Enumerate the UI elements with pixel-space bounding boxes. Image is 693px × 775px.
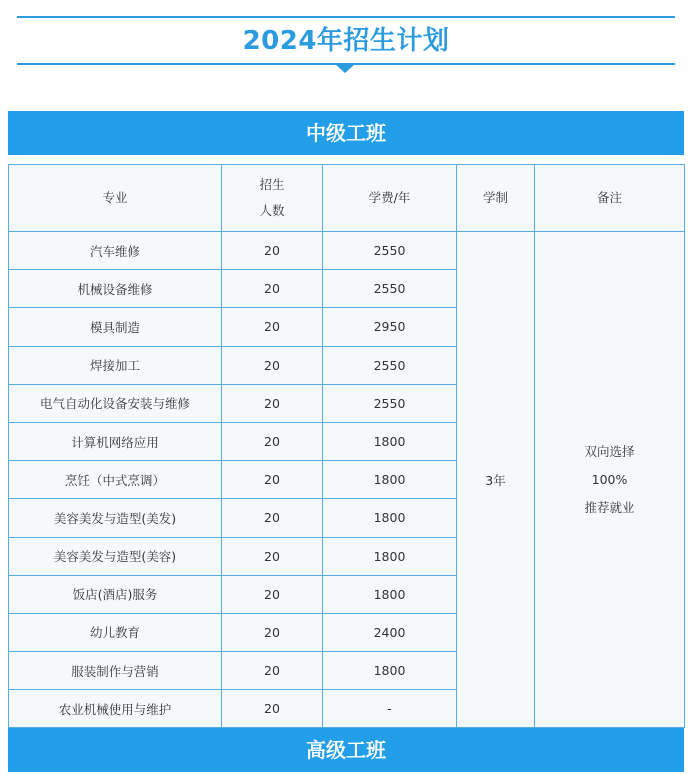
header-notes: 备注 [535, 165, 685, 232]
tuition-cell: 1800 [323, 461, 457, 499]
quota-cell: 20 [222, 575, 323, 613]
tuition-cell: 1800 [323, 575, 457, 613]
section-header-advanced: 高级工班 [8, 728, 684, 772]
quota-cell: 20 [222, 499, 323, 537]
major-cell: 农业机械使用与维护 [9, 690, 222, 728]
quota-cell: 20 [222, 652, 323, 690]
major-cell: 美容美发与造型(美容) [9, 537, 222, 575]
table-row [9, 232, 685, 270]
major-cell: 饭店(酒店)服务 [9, 575, 222, 613]
quota-cell: 20 [222, 461, 323, 499]
tuition-cell: 1800 [323, 652, 457, 690]
quota-cell: 20 [222, 308, 323, 346]
enrollment-table [8, 164, 685, 728]
header-quota-line1: 招生 [259, 177, 285, 192]
header-quota [222, 165, 323, 232]
major-cell: 模具制造 [9, 308, 222, 346]
major-cell: 焊接加工 [9, 346, 222, 384]
major-cell: 电气自动化设备安装与维修 [9, 384, 222, 422]
tuition-cell: 1800 [323, 537, 457, 575]
quota-cell: 20 [222, 537, 323, 575]
tuition-cell: 2950 [323, 308, 457, 346]
tuition-cell: 2550 [323, 346, 457, 384]
major-cell: 服装制作与营销 [9, 652, 222, 690]
table-header-row [9, 165, 685, 232]
quota-cell: 20 [222, 232, 323, 270]
tuition-cell: 2400 [323, 613, 457, 651]
quota-cell: 20 [222, 384, 323, 422]
quota-cell: 20 [222, 270, 323, 308]
tuition-cell: 2550 [323, 232, 457, 270]
tuition-cell: 1800 [323, 422, 457, 460]
tuition-cell: 1800 [323, 499, 457, 537]
quota-cell: 20 [222, 346, 323, 384]
header-tuition: 学费/年 [323, 165, 457, 232]
tuition-cell: 2550 [323, 270, 457, 308]
notes-cell [535, 232, 685, 728]
major-cell: 美容美发与造型(美发) [9, 499, 222, 537]
notes-line: 100% [591, 471, 628, 487]
major-cell: 汽车维修 [9, 232, 222, 270]
header-major: 专业 [9, 165, 222, 232]
major-cell: 机械设备维修 [9, 270, 222, 308]
major-cell: 烹饪（中式烹调） [9, 461, 222, 499]
section-header-intermediate: 中级工班 [8, 111, 684, 155]
notes-line: 推荐就业 [584, 499, 635, 515]
quota-cell: 20 [222, 613, 323, 651]
tuition-cell: 2550 [323, 384, 457, 422]
title-block [17, 16, 675, 74]
notes-line: 双向选择 [584, 443, 635, 459]
major-cell: 幼儿教育 [9, 613, 222, 651]
quota-cell: 20 [222, 690, 323, 728]
tuition-cell: - [323, 690, 457, 728]
title-pointer-icon [335, 64, 355, 73]
page-title: 2024年招生计划 [242, 26, 450, 56]
title-divider-top [17, 16, 675, 18]
quota-cell: 20 [222, 422, 323, 460]
header-quota-line2: 人数 [259, 203, 285, 218]
header-duration: 学制 [457, 165, 535, 232]
major-cell: 计算机网络应用 [9, 422, 222, 460]
duration-cell: 3年 [457, 232, 535, 728]
